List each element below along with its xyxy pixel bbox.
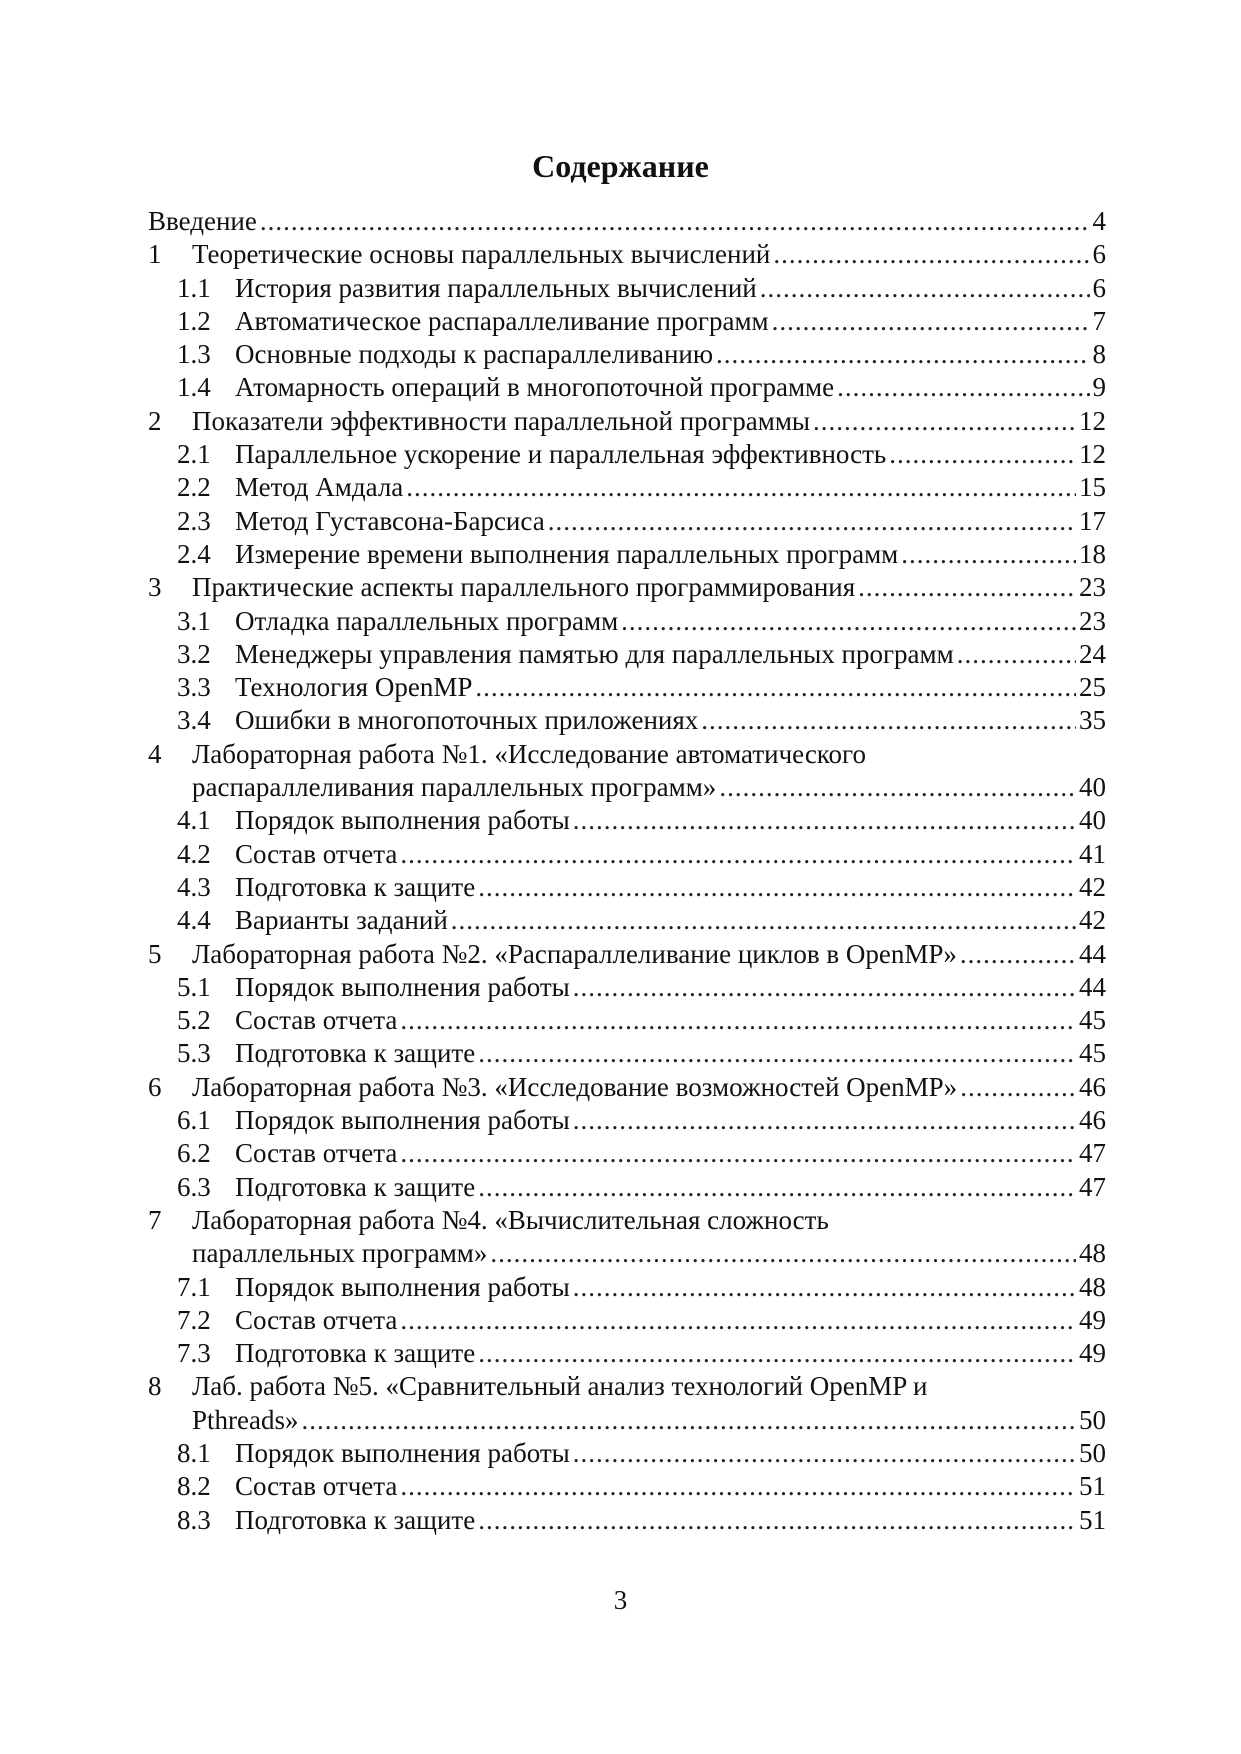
toc-entry-label: Метод Густавсона-Барсиса: [235, 505, 545, 536]
toc-entry-page: 48: [1079, 1271, 1106, 1302]
toc-entry: [148, 1404, 1106, 1437]
toc-entry: [148, 1104, 1106, 1137]
toc-entry-page: 44: [1079, 938, 1106, 969]
toc-entry-body: [192, 1071, 1106, 1104]
dot-leader: [475, 671, 1076, 704]
toc-entry: [148, 904, 1106, 937]
toc-entry: [148, 638, 1106, 671]
toc-entry: [148, 1004, 1106, 1037]
toc-entry: [148, 938, 1106, 971]
toc-entry-body: [235, 371, 1106, 404]
toc-entry-label: Состав отчета: [235, 1304, 398, 1335]
toc-entry-label: Метод Амдала: [235, 472, 404, 503]
dot-leader: [301, 1404, 1076, 1437]
toc-entry-body: [235, 671, 1106, 704]
toc-entry-number: 6: [148, 1071, 162, 1102]
toc-entry-label: Ошибки в многопоточных приложениях: [235, 705, 699, 736]
toc-entry-body: [235, 505, 1106, 538]
toc-entry-label: Теоретические основы параллельных вычислений: [192, 239, 771, 270]
toc-entry-label: Измерение времени выполнения параллельных программ: [235, 538, 899, 569]
toc-entry-label: Менеджеры управления памятью для параллельных программ: [235, 638, 954, 669]
toc-entry: [148, 471, 1106, 504]
toc-entry-body: [192, 1204, 1106, 1237]
toc-entry-label: Состав отчета: [235, 1471, 398, 1502]
toc-entry: [148, 804, 1106, 837]
toc-entry-page: 8: [1092, 339, 1106, 370]
toc-entry: [148, 1171, 1106, 1204]
toc-entry-label: Лабораторная работа №1. «Исследование автоматического: [192, 738, 866, 769]
toc-entry-body: [235, 1137, 1106, 1170]
dot-leader: [701, 704, 1076, 737]
dot-leader: [478, 1504, 1076, 1537]
toc-entry-body: [235, 1304, 1106, 1337]
toc-entry-number: 3.2: [177, 638, 211, 669]
toc-entry-label: Подготовка к защите: [235, 1338, 476, 1369]
dot-leader: [478, 1337, 1076, 1370]
toc-entry: [148, 838, 1106, 871]
toc-entry: [148, 505, 1106, 538]
toc-entry-body: [235, 904, 1106, 937]
toc-entry-body: [192, 1370, 1106, 1403]
toc-entry-page: 44: [1079, 971, 1106, 1002]
toc-entry-number: 5.3: [177, 1038, 211, 1069]
toc-entry: [148, 1437, 1106, 1470]
toc-entry: [148, 605, 1106, 638]
toc-entry-page: 51: [1079, 1504, 1106, 1535]
toc-entry-page: 46: [1079, 1105, 1106, 1136]
toc-entry-label: Порядок выполнения работы: [235, 1271, 570, 1302]
toc-entry-page: 45: [1079, 1005, 1106, 1036]
dot-leader: [960, 938, 1076, 971]
dot-leader: [858, 571, 1076, 604]
toc-entry-page: 15: [1079, 472, 1106, 503]
dot-leader: [400, 838, 1076, 871]
toc-entry-body: [192, 738, 1106, 771]
dot-leader: [719, 771, 1076, 804]
toc-entry-page: 49: [1079, 1304, 1106, 1335]
toc-entry-number: 1.4: [177, 372, 211, 403]
toc-entry-number: 7.2: [177, 1304, 211, 1335]
toc-entry-number: 8.3: [177, 1504, 211, 1535]
toc-entry: [148, 1237, 1106, 1270]
toc-entry-label: История развития параллельных вычислений: [235, 272, 757, 303]
toc-entry: [148, 771, 1106, 804]
toc-entry-page: 47: [1079, 1138, 1106, 1169]
toc-entry-body: [192, 938, 1106, 971]
toc-entry-label: параллельных программ»: [192, 1238, 488, 1269]
toc-entry-label: Атомарность операций в многопоточной программе: [235, 372, 835, 403]
toc-entry: [148, 371, 1106, 404]
toc-entry: [148, 1037, 1106, 1070]
toc-entry-label: Параллельное ускорение и параллельная эффективность: [235, 439, 887, 470]
toc-entry-label: Автоматическое распараллеливание программ: [235, 305, 769, 336]
toc-entry: [148, 538, 1106, 571]
toc-entry-body: [192, 405, 1106, 438]
toc-entry-number: 1.2: [177, 305, 211, 336]
toc-entry-number: 6.3: [177, 1171, 211, 1202]
toc-entry-number: 1.1: [177, 272, 211, 303]
toc-entry-number: 4.1: [177, 805, 211, 836]
dot-leader: [573, 1104, 1076, 1137]
toc-entry-body: [235, 305, 1106, 338]
toc-entry-number: 4.4: [177, 905, 211, 936]
toc-entry-page: 23: [1079, 605, 1106, 636]
toc-entry-body: [235, 804, 1106, 837]
toc-entry-page: 7: [1092, 305, 1106, 336]
toc-entry-label: Порядок выполнения работы: [235, 971, 570, 1002]
toc-entry-label: Pthreads»: [192, 1404, 299, 1435]
toc-entry-label: Варианты заданий: [235, 905, 448, 936]
toc-entry-number: 2.4: [177, 538, 211, 569]
toc-entry-page: 40: [1079, 805, 1106, 836]
toc-entry-page: 51: [1079, 1471, 1106, 1502]
dot-leader: [400, 1304, 1076, 1337]
toc-entry: [148, 205, 1106, 238]
toc-entry-page: 46: [1079, 1071, 1106, 1102]
toc-entry-page: 49: [1079, 1338, 1106, 1369]
toc-entry-body: [235, 1504, 1106, 1537]
toc-entry: [148, 272, 1106, 305]
dot-leader: [573, 1437, 1076, 1470]
dot-leader: [772, 305, 1090, 338]
dot-leader: [889, 438, 1076, 471]
toc-entry: [148, 1470, 1106, 1503]
toc-entry-page: 25: [1079, 672, 1106, 703]
page-number: 3: [613, 1585, 628, 1615]
dot-leader: [548, 505, 1076, 538]
dot-leader: [760, 272, 1090, 305]
toc-entry-number: 7.1: [177, 1271, 211, 1302]
toc-entry-body: [235, 638, 1106, 671]
toc-entry-page: 4: [1092, 206, 1106, 236]
dot-leader: [478, 1037, 1076, 1070]
dot-leader: [400, 1470, 1076, 1503]
dot-leader: [837, 371, 1089, 404]
toc-entry: [148, 971, 1106, 1004]
toc-entry-number: 3.3: [177, 672, 211, 703]
toc-entry-number: 7.3: [177, 1338, 211, 1369]
toc-entry: [148, 438, 1106, 471]
toc-entry: [148, 1337, 1106, 1370]
toc-entry-body: [192, 571, 1106, 604]
toc-entry-label: Лаб. работа №5. «Сравнительный анализ технологий OpenMP и: [192, 1371, 928, 1402]
toc-entry-page: 6: [1092, 272, 1106, 303]
toc-entry-number: 5.2: [177, 1005, 211, 1036]
toc-entry-label: Порядок выполнения работы: [235, 805, 570, 836]
dot-leader: [901, 538, 1076, 571]
toc-entry-number: 2.2: [177, 472, 211, 503]
toc-entry-body: [235, 871, 1106, 904]
dot-leader: [451, 904, 1076, 937]
toc-entry-label: Подготовка к защите: [235, 1171, 476, 1202]
toc-entry-label: Лабораторная работа №2. «Распараллеливание циклов в OpenMP»: [192, 938, 957, 969]
dot-leader: [573, 971, 1076, 1004]
toc-entry-page: 17: [1079, 505, 1106, 536]
toc-entry: [148, 1204, 1106, 1237]
toc-entry: [148, 871, 1106, 904]
toc-entry-number: 6.2: [177, 1138, 211, 1169]
toc-entry-page: 48: [1079, 1238, 1106, 1269]
toc-entry-body: [235, 538, 1106, 571]
toc-entry-label: Основные подходы к распараллеливанию: [235, 339, 714, 370]
toc-entry-body: [235, 272, 1106, 305]
toc-entry-page: 35: [1079, 705, 1106, 736]
toc-entry-page: 12: [1079, 439, 1106, 470]
toc-entry: [148, 1137, 1106, 1170]
toc-entry-label: Порядок выполнения работы: [235, 1437, 570, 1468]
toc-entry-label: Состав отчета: [235, 838, 398, 869]
toc-entry-label: Практические аспекты параллельного программирования: [192, 572, 856, 603]
toc-entry-body: [192, 238, 1106, 271]
dot-leader: [260, 205, 1090, 238]
toc-entry-number: 2.1: [177, 439, 211, 470]
toc-entry: [148, 1304, 1106, 1337]
toc-entry-label: Технология OpenMP: [235, 672, 473, 703]
toc-entry-number: 5: [148, 938, 162, 969]
toc-entry-label: Лабораторная работа №4. «Вычислительная сложность: [192, 1204, 829, 1235]
toc-entry-label: Лабораторная работа №3. «Исследование возможностей OpenMP»: [192, 1071, 958, 1102]
toc-entry-number: 1.3: [177, 339, 211, 370]
toc-entry-label: Порядок выполнения работы: [235, 1105, 570, 1136]
dot-leader: [813, 405, 1076, 438]
toc-entry-label: Подготовка к защите: [235, 1038, 476, 1069]
toc-entry-label: Отладка параллельных программ: [235, 605, 619, 636]
toc-entry-number: 4.3: [177, 871, 211, 902]
toc-entry-page: 12: [1079, 405, 1106, 436]
toc-entry-body: [235, 338, 1106, 371]
toc-entry-number: 2: [148, 405, 162, 436]
toc-entry-page: 41: [1079, 838, 1106, 869]
toc-entry-page: 23: [1079, 572, 1106, 603]
toc-entry: [148, 238, 1106, 271]
dot-leader: [773, 238, 1089, 271]
toc-entry-label: Состав отчета: [235, 1138, 398, 1169]
toc-entry-body: [235, 438, 1106, 471]
dot-leader: [400, 1137, 1076, 1170]
toc-entry-number: 8.2: [177, 1471, 211, 1502]
page-title: Содержание: [532, 148, 709, 184]
toc-entry: [148, 1271, 1106, 1304]
toc-entry: [148, 571, 1106, 604]
toc-entry-number: 5.1: [177, 971, 211, 1002]
toc-entry: [148, 738, 1106, 771]
toc-entry-body: [235, 971, 1106, 1004]
dot-leader: [406, 471, 1076, 504]
dot-leader: [960, 1071, 1076, 1104]
toc-entry-body: [235, 605, 1106, 638]
dot-leader: [716, 338, 1089, 371]
toc-entry-number: 8.1: [177, 1437, 211, 1468]
toc-entry-body: [192, 1237, 1106, 1270]
toc-entry-body: [235, 1104, 1106, 1137]
toc-entry-page: 47: [1079, 1171, 1106, 1202]
toc-entry: [148, 338, 1106, 371]
dot-leader: [957, 638, 1076, 671]
toc-entry-label: Показатели эффективности параллельной программы: [192, 405, 811, 436]
toc-entry-body: [148, 205, 1106, 238]
toc-entry-page: 50: [1079, 1437, 1106, 1468]
dot-leader: [573, 804, 1076, 837]
toc-entry-body: [235, 704, 1106, 737]
toc-entry-label: распараллеливания параллельных программ»: [192, 772, 717, 803]
toc-entry-page: 42: [1079, 905, 1106, 936]
toc-entry-number: 8: [148, 1371, 162, 1402]
toc-entry-number: 4: [148, 738, 162, 769]
toc-entry-body: [192, 1404, 1106, 1437]
toc-entry-page: 42: [1079, 871, 1106, 902]
toc-entry-body: [192, 771, 1106, 804]
toc-entry-body: [235, 1337, 1106, 1370]
toc-entry-body: [235, 1470, 1106, 1503]
toc-entry-number: 1: [148, 239, 162, 270]
toc-entry: [148, 1370, 1106, 1403]
toc-entry-label: Подготовка к защите: [235, 1504, 476, 1535]
table-of-contents: [148, 205, 1106, 1537]
toc-entry-number: 4.2: [177, 838, 211, 869]
toc-entry-page: 9: [1092, 372, 1106, 403]
dot-leader: [490, 1237, 1076, 1270]
toc-entry-number: 7: [148, 1204, 162, 1235]
toc-entry-label: Состав отчета: [235, 1005, 398, 1036]
dot-leader: [478, 1171, 1076, 1204]
dot-leader: [478, 871, 1076, 904]
toc-entry-page: 50: [1079, 1404, 1106, 1435]
toc-entry-body: [235, 1171, 1106, 1204]
toc-entry-body: [235, 471, 1106, 504]
toc-entry-page: 6: [1092, 239, 1106, 270]
toc-entry: [148, 1504, 1106, 1537]
toc-entry-number: 2.3: [177, 505, 211, 536]
toc-entry: [148, 704, 1106, 737]
toc-entry-number: 3: [148, 572, 162, 603]
toc-entry-label: Подготовка к защите: [235, 871, 476, 902]
toc-entry-body: [235, 1004, 1106, 1037]
toc-entry-body: [235, 1437, 1106, 1470]
toc-entry-number: 3.4: [177, 705, 211, 736]
toc-entry: [148, 405, 1106, 438]
toc-entry: [148, 671, 1106, 704]
toc-entry-number: 6.1: [177, 1105, 211, 1136]
toc-entry-body: [235, 1271, 1106, 1304]
toc-entry-page: 45: [1079, 1038, 1106, 1069]
toc-entry-number: 3.1: [177, 605, 211, 636]
toc-entry-page: 40: [1079, 772, 1106, 803]
toc-entry: [148, 1071, 1106, 1104]
dot-leader: [621, 605, 1076, 638]
dot-leader: [573, 1271, 1076, 1304]
toc-entry-page: 18: [1079, 538, 1106, 569]
toc-entry-page: 24: [1079, 638, 1106, 669]
toc-entry: [148, 305, 1106, 338]
toc-entry-body: [235, 838, 1106, 871]
toc-entry-body: [235, 1037, 1106, 1070]
toc-entry-label: Введение: [148, 206, 257, 236]
dot-leader: [400, 1004, 1076, 1037]
